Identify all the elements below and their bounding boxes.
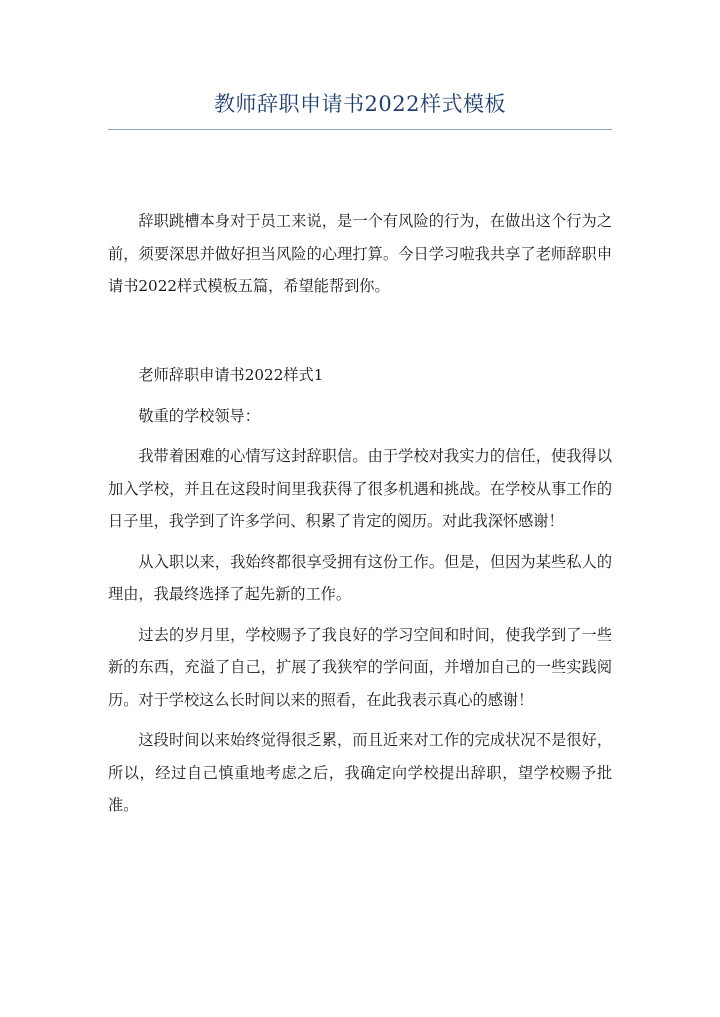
letter-section xyxy=(108,359,612,830)
title-divider xyxy=(108,129,612,130)
letter-paragraph: 这段时间以来始终觉得很乏累，而且近来对工作的完成状况不是很好，所以，经过自己慎重地考虑之后，我确定向学校提出辞职，望学校赐予批准。 xyxy=(108,731,612,814)
intro-section xyxy=(108,205,612,303)
section-heading: 老师辞职申请书2022样式1 xyxy=(138,366,324,384)
letter-paragraph: 过去的岁月里，学校赐予了我良好的学习空间和时间，使我学到了一些新的东西，充溢了自己，扩展了我狭窄的学问面，并增加自己的一些实践阅历。对于学校这么长时间以来的照看，在此我表示真心的感谢！ xyxy=(108,625,612,709)
salutation: 敬重的学校领导： xyxy=(138,406,260,425)
document-title: 教师辞职申请书2022样式模板 xyxy=(214,92,506,116)
intro-paragraph: 辞职跳槽本身对于员工来说，是一个有风险的行为，在做出这个行为之前，须要深思并做好担当风险的心理打算。今日学习啦我共享了老师辞职申请书2022样式模板五篇，希望能帮到你。 xyxy=(108,212,612,295)
letter-paragraph: 我带着困难的心情写这封辞职信。由于学校对我实力的信任，使我得以加入学校，并且在这段时间里我获得了很多机遇和挑战。在学校从事工作的日子里，我学到了许多学问、积累了肯定的阅历。对此我深怀感谢！ xyxy=(108,447,612,530)
letter-paragraph: 从入职以来，我始终都很享受拥有这份工作。但是，但因为某些私人的理由，我最终选择了起先新的工作。 xyxy=(108,552,612,603)
